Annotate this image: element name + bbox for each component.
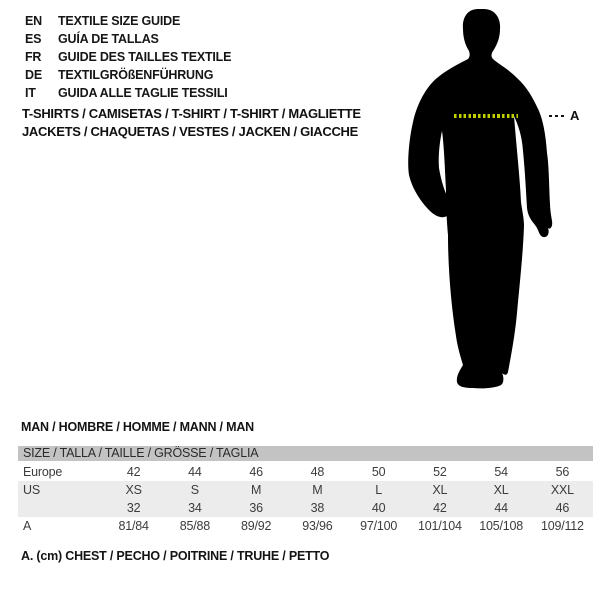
table-cell: 32	[126, 501, 141, 515]
table-cell: XL	[493, 483, 509, 497]
size-table	[18, 446, 593, 535]
category-tshirts: T-SHIRTS / CAMISETAS / T-SHIRT / T-SHIRT / MAGLIETTE	[22, 106, 361, 121]
legend-row-es	[25, 30, 231, 48]
table-cell: XS	[125, 483, 142, 497]
table-cell: 42	[126, 465, 141, 479]
table-row-us	[18, 481, 593, 499]
table-cell: 36	[249, 501, 263, 515]
language-code: FR	[25, 50, 42, 64]
table-cell: 38	[310, 501, 325, 515]
row-label: US	[23, 483, 40, 497]
row-label	[18, 499, 103, 517]
table-cell: 48	[310, 465, 325, 479]
language-label: TEXTILGRÖßENFÜHRUNG	[58, 68, 214, 82]
measure-pointer-dashes	[549, 115, 566, 118]
category-jackets: JACKETS / CHAQUETAS / VESTES / JACKEN / GIACCHE	[22, 124, 358, 139]
table-cell: 85/88	[179, 519, 211, 533]
table-cell: 46	[555, 501, 570, 515]
table-cell: 105/108	[479, 519, 524, 533]
legend-row-en	[25, 12, 231, 30]
table-cell: 109/112	[540, 519, 584, 533]
table-cell: 54	[494, 465, 508, 479]
size-table-body	[18, 463, 593, 535]
table-cell: M	[251, 483, 262, 497]
table-cell: 50	[371, 465, 386, 479]
table-cell: 89/92	[240, 519, 272, 533]
category-lines	[22, 105, 361, 141]
measure-label-a: A	[570, 108, 580, 123]
chest-measure-line	[454, 114, 518, 118]
table-row-europe	[18, 463, 593, 481]
table-cell: S	[190, 483, 199, 497]
language-code: ES	[25, 32, 42, 46]
table-cell: 42	[433, 501, 447, 515]
row-label: Europe	[23, 465, 63, 479]
language-code: DE	[25, 68, 42, 82]
table-cell: 46	[249, 465, 263, 479]
table-cell: 44	[188, 465, 202, 479]
table-row-chest-a	[18, 517, 593, 535]
language-label: GUIDE DES TAILLES TEXTILE	[58, 50, 232, 64]
size-table-header: SIZE / TALLA / TAILLE / GRÖSSE / TAGLIA	[18, 446, 593, 461]
language-label: TEXTILE SIZE GUIDE	[58, 14, 181, 28]
language-legend	[25, 12, 231, 102]
table-cell: 97/100	[360, 519, 398, 533]
table-cell: 93/96	[302, 519, 333, 533]
table-cell: L	[375, 483, 382, 497]
legend-row-it	[25, 84, 231, 102]
measurement-footnote: A. (cm) CHEST / PECHO / POITRINE / TRUHE / PETTO	[21, 549, 330, 563]
table-cell: 44	[494, 501, 508, 515]
table-cell: XXL	[550, 483, 574, 497]
table-cell: M	[312, 483, 323, 497]
legend-row-fr	[25, 48, 231, 66]
section-title: MAN / HOMBRE / HOMME / MANN / MAN	[21, 420, 254, 434]
table-cell: 52	[433, 465, 447, 479]
table-cell: 34	[188, 501, 202, 515]
table-cell: 81/84	[118, 519, 149, 533]
table-cell: XL	[432, 483, 448, 497]
language-label: GUÍA DE TALLAS	[58, 32, 159, 46]
table-cell: 40	[371, 501, 386, 515]
man-silhouette	[400, 5, 570, 400]
language-code: IT	[25, 86, 36, 100]
table-cell: 56	[555, 465, 570, 479]
table-row-numeric	[18, 499, 593, 517]
language-code: EN	[25, 14, 42, 28]
legend-row-de	[25, 66, 231, 84]
language-label: GUIDA ALLE TAGLIE TESSILI	[58, 86, 228, 100]
row-label: A	[23, 519, 32, 533]
table-cell: 101/104	[417, 519, 462, 533]
